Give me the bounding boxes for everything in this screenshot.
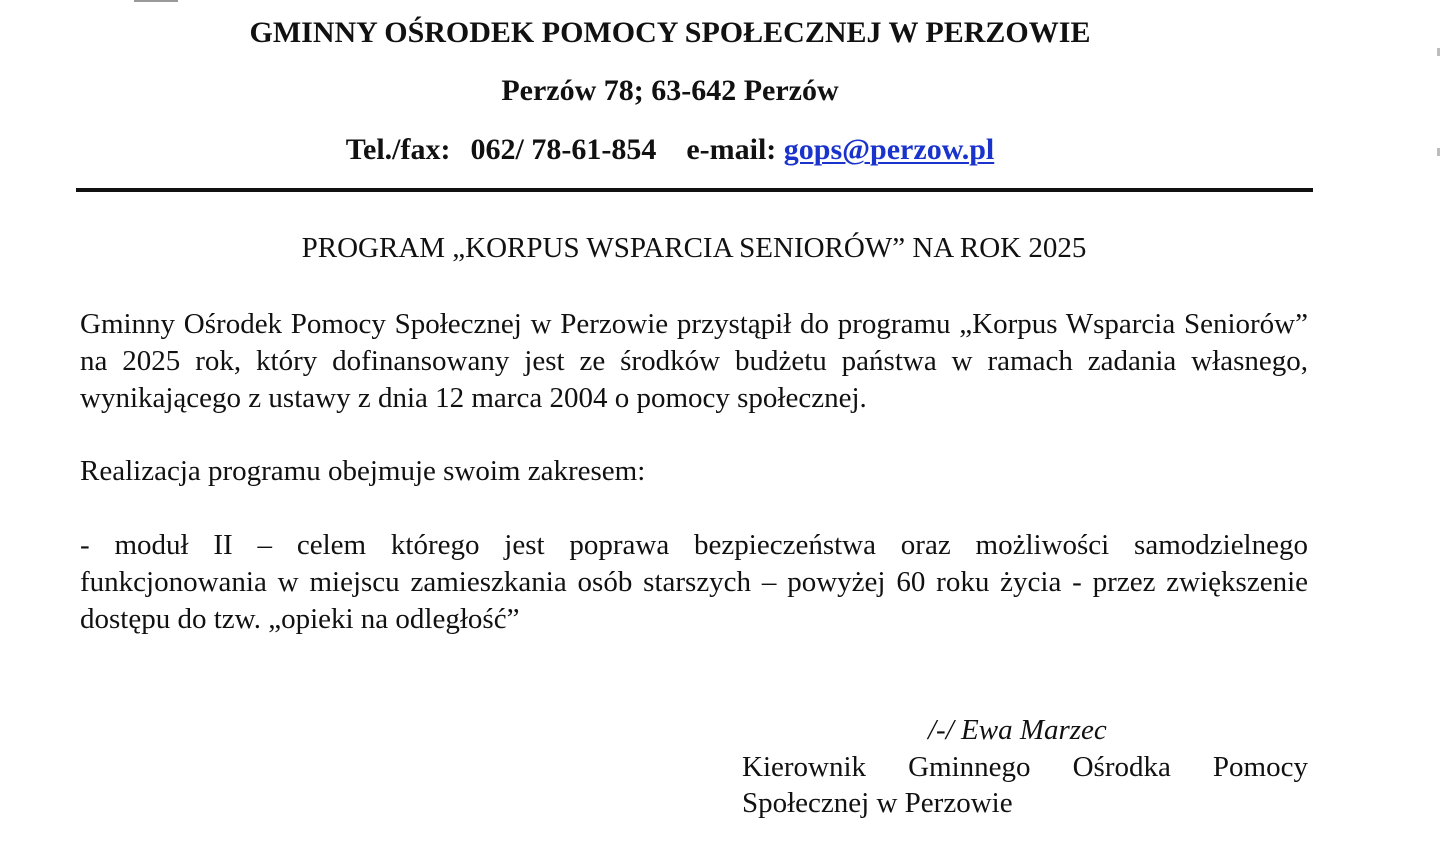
page-edge-mark xyxy=(134,0,178,2)
organization-name: GMINNY OŚRODEK POMOCY SPOŁECZNEJ W PERZOWIE xyxy=(249,16,1091,49)
contact-line xyxy=(0,132,1390,168)
email-link[interactable]: gops@perzow.pl xyxy=(783,133,995,166)
phone-label: Tel./fax: xyxy=(345,133,451,166)
signature-title: Kierownik Gminnego Ośrodka Pomocy Społecznej w Perzowie xyxy=(742,751,1308,819)
email-label: e-mail: xyxy=(686,133,777,166)
body-paragraph-intro: Gminny Ośrodek Pomocy Społecznej w Perzowie przystąpił do programu „Korpus Wsparcia Seniorów” na 2025 rok, który dofinansowany jest ze środków budżetu państwa w ramach zadania własnego, wynikającego z ustawy z dnia 12 marca 2004 o pomocy społecznej. xyxy=(80,308,1308,414)
signature-name: /-/ Ewa Marzec xyxy=(928,714,1107,746)
header-divider xyxy=(76,188,1313,192)
organization-address: Perzów 78; 63-642 Perzów xyxy=(501,74,839,107)
phone-number: 062/ 78-61-854 xyxy=(470,133,657,166)
body-paragraph-scope: Realizacja programu obejmuje swoim zakresem: xyxy=(80,455,646,487)
document-title: PROGRAM „KORPUS WSPARCIA SENIORÓW” NA ROK 2025 xyxy=(301,232,1087,264)
body-paragraph-module: - moduł II – celem którego jest poprawa bezpieczeństwa oraz możliwości samodzielnego funkcjonowania w miejscu zamieszkania osób starszych – powyżej 60 roku życia - przez zwiększenie dostępu do tzw. „opieki na odległość” xyxy=(80,529,1308,635)
